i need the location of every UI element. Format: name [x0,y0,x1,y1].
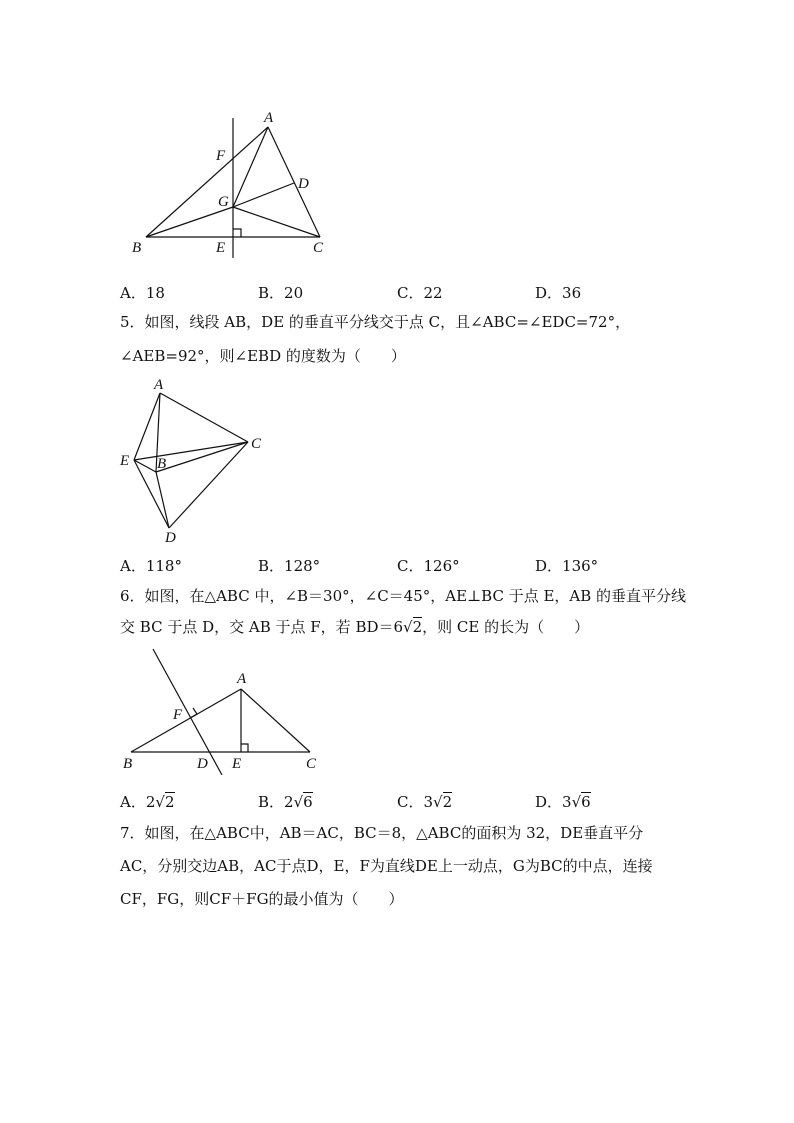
q5-text-line1: 5．如图，线段 AB，DE 的垂直平分线交于点 C，且∠ABC=∠EDC=72°， [120,313,631,331]
label-D: D [165,530,176,545]
sqrt-sign: √ [293,793,304,811]
label-D: D [298,176,309,192]
segment-AC [268,127,320,237]
label-B: B [132,240,142,256]
perpendicular-bisector-line [153,649,222,775]
label-B: B [123,756,133,772]
q7-text-line3: CF，FG，则CF＋FG的最小值为（ ） [120,890,404,908]
q5-option-c: C．126° [397,557,460,575]
q5-text-line2: ∠AEB=92°，则∠EBD 的度数为（ ） [120,347,406,365]
q6-line2-pre: 交 BC 于点 D，交 AB 于点 F，若 BD＝6 [120,618,404,636]
option-key: D． [535,793,563,811]
segment-AE [134,393,160,460]
segment-BD [156,472,169,528]
q4-option-c: C．22 [397,284,443,302]
option-coef: 2 [145,793,156,811]
option-key: A． [120,793,146,811]
figure-q6 [118,645,328,775]
q6-radicand: 2 [412,618,423,636]
sqrt-sign: √ [571,793,582,811]
option-coef: 3 [562,793,572,811]
label-A: A [264,110,274,126]
option-radicand: 6 [303,793,313,811]
label-E: E [120,453,130,469]
segment-AC [241,689,310,752]
right-angle-mark-E [241,744,248,752]
q4-option-a: A．18 [120,284,165,302]
label-A: A [154,377,164,393]
label-E: E [216,240,226,256]
segment-GC [233,207,320,237]
label-D: D [197,756,208,772]
q4-option-b: B．20 [258,284,304,302]
segment-AB [131,689,241,752]
q6-text-line2 [120,617,589,637]
option-radicand: 6 [581,793,591,811]
label-E: E [232,756,242,772]
option-coef: 2 [284,793,294,811]
q6-option-a [120,791,175,812]
q5-option-b: B．128° [258,557,321,575]
right-angle-mark [233,229,241,237]
option-coef: 3 [423,793,434,811]
segment-GB [146,207,233,237]
sqrt-sign: √ [433,793,443,811]
q4-option-d: D．36 [535,284,582,302]
label-C: C [306,756,317,772]
q6-option-c [397,791,452,812]
figure-q5 [115,375,275,545]
q5-option-a: A．118° [120,557,182,575]
q6-option-b [258,791,313,812]
option-radicand: 2 [442,793,453,811]
label-A: A [237,671,247,687]
q5-option-d: D．136° [535,557,599,575]
q7-text-line1: 7．如图，在△ABC中，AB＝AC，BC＝8，△ABC的面积为 32，DE垂直平分 [120,824,644,842]
option-key: B． [258,793,285,811]
option-key: C． [397,793,424,811]
q6-line2-post: ，则 CE 的长为（ ） [422,618,590,636]
label-F: F [216,148,226,164]
q6-option-d [535,791,591,812]
label-C: C [251,436,262,452]
label-G: G [218,194,229,210]
label-B: B [157,456,167,472]
segment-AC [160,393,248,442]
sqrt-sign: √ [155,793,165,811]
segment-AB [146,127,268,237]
q7-text-line2: AC，分别交边AB，AC于点D，E，F为直线DE上一动点，G为BC的中点，连接 [120,857,653,875]
right-angle-mark-F [190,708,197,718]
q6-text-line1: 6．如图，在△ABC 中，∠B＝30°，∠C＝45°，AE⊥BC 于点 E，AB 的垂直平分线 [120,587,687,605]
label-F: F [173,707,183,723]
option-radicand: 2 [164,793,175,811]
figure-q4 [120,105,350,265]
label-C: C [313,240,324,256]
sqrt-sign: √ [403,618,413,636]
segment-EC [134,442,248,460]
